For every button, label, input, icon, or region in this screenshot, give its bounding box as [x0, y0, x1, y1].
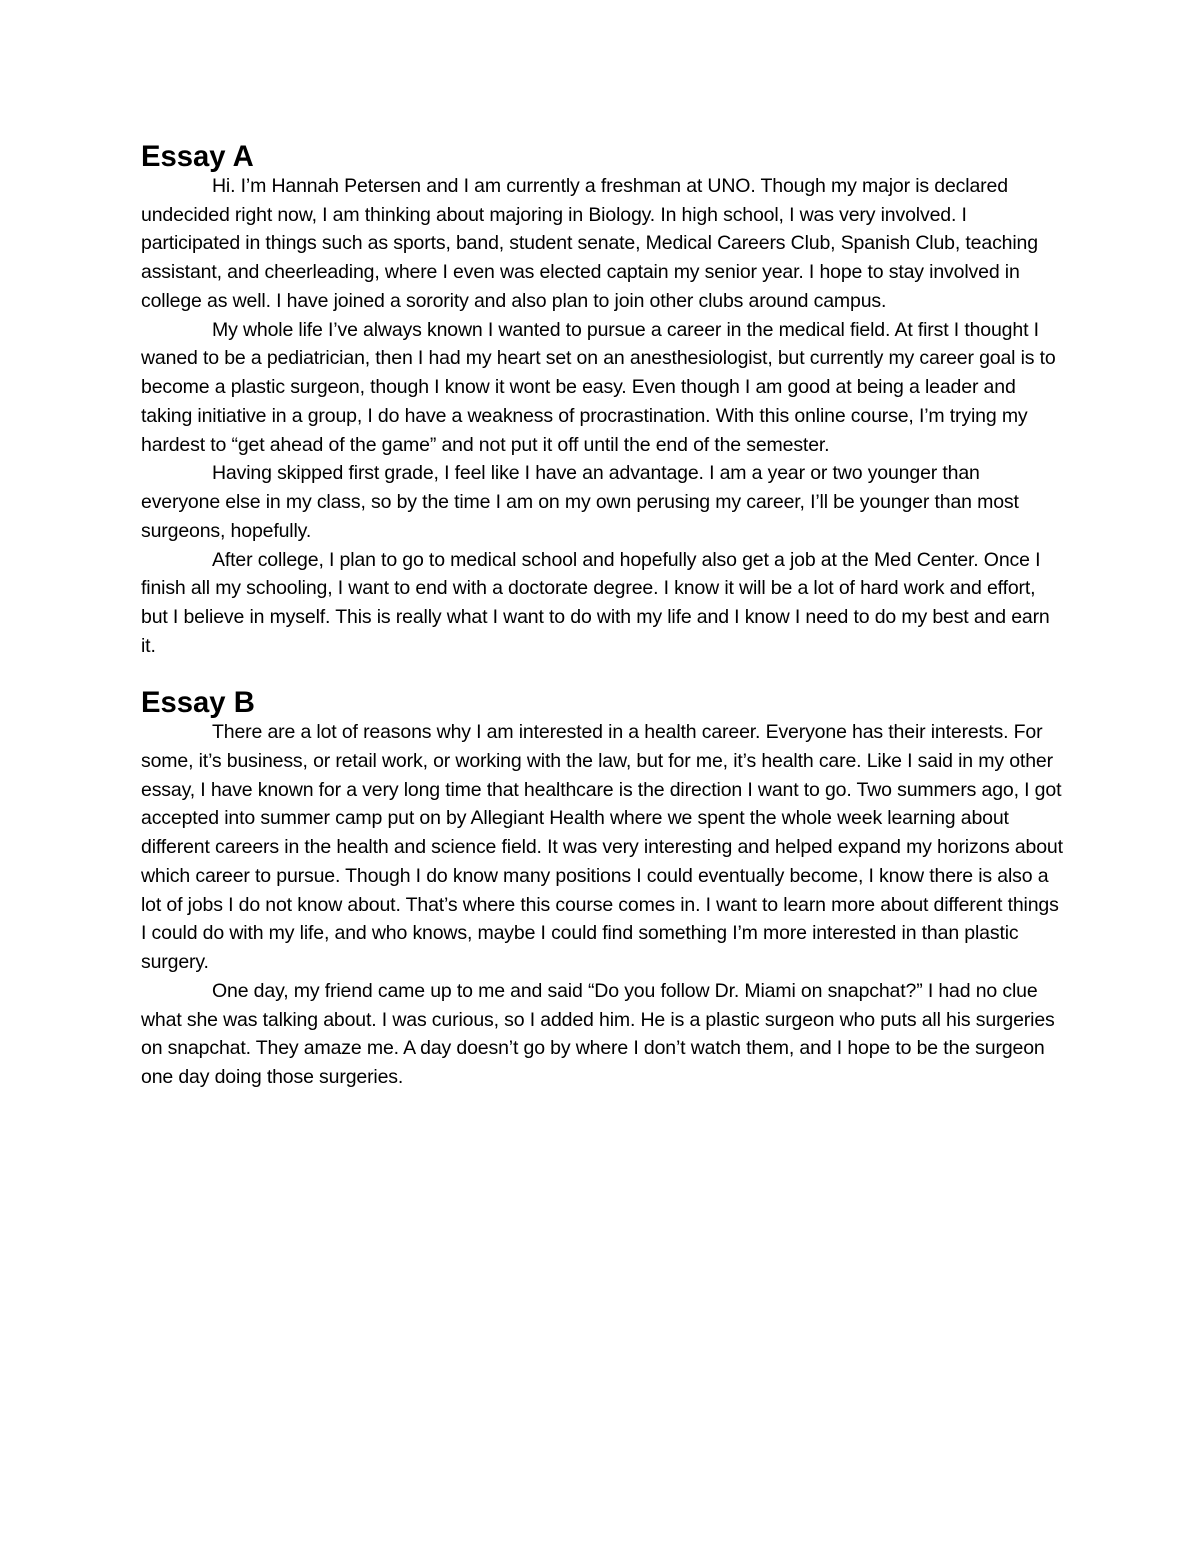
essay-a [141, 143, 1063, 661]
essay-b [141, 689, 1063, 1092]
section-gap [141, 661, 1063, 690]
document-page [141, 143, 1063, 1092]
essay-b-paragraph-2: One day, my friend came up to me and said “Do you follow Dr. Miami on snapchat?” I had no clue what she was talking about. I was curious, so I added him. He is a plastic surgeon who puts all his surgeries on snapchat. They amaze me. A day doesn’t go by where I don’t watch them, and I hope to be the surgeon one day doing those surgeries. [141, 979, 1055, 1088]
essay-a-title: Essay A [141, 141, 254, 173]
essay-a-paragraph-3: Having skipped first grade, I feel like I have an advantage. I am a year or two younger than everyone else in my class, so by the time I am on my own perusing my career, I’ll be younger than most surgeons, hopefully. [141, 462, 1019, 542]
essay-a-paragraph-1: Hi. I’m Hannah Petersen and I am currently a freshman at UNO. Though my major is declared undecided right now, I am thinking about majoring in Biology. In high school, I was very involved. I participated in things such as sports, band, student senate, Medical Careers Club, Spanish Club, teaching assistant, and cheerleading, where I even was elected captain my senior year. I hope to stay involved in college as well. I have joined a sorority and also plan to join other clubs around campus. [141, 174, 1038, 312]
essay-a-paragraph-2: My whole life I’ve always known I wanted to pursue a career in the medical field. At first I thought I waned to be a pediatrician, then I had my heart set on an anesthesiologist, but currently my career goal is to become a plastic surgeon, though I know it wont be easy. Even though I am good at being a leader and taking initiative in a group, I do have a weakness of procrastination. With this online course, I’m trying my hardest to “get ahead of the game” and not put it off until the end of the semester. [141, 318, 1056, 456]
essay-a-paragraph-4: After college, I plan to go to medical school and hopefully also get a job at the Med Center. Once I finish all my schooling, I want to end with a doctorate degree. I know it will be a lot of hard work and effort, but I believe in myself. This is really what I want to do with my life and I know I need to do my best and earn it. [141, 548, 1050, 657]
essay-b-paragraph-1: There are a lot of reasons why I am interested in a health career. Everyone has their interests. For some, it’s business, or retail work, or working with the law, but for me, it’s health care. Like I said in my other essay, I have known for a very long time that healthcare is the direction I want to go. Two summers ago, I got accepted into summer camp put on by Allegiant Health where we spent the whole week learning about different careers in the health and science field. It was very interesting and helped expand my horizons about which career to pursue. Though I do know many positions I could eventually become, I know there is also a lot of jobs I do not know about. That’s where this course comes in. I want to learn more about different things I could do with my life, and who knows, maybe I could find something I’m more interested in than plastic surgery. [141, 721, 1063, 973]
essay-b-title: Essay B [141, 687, 255, 720]
